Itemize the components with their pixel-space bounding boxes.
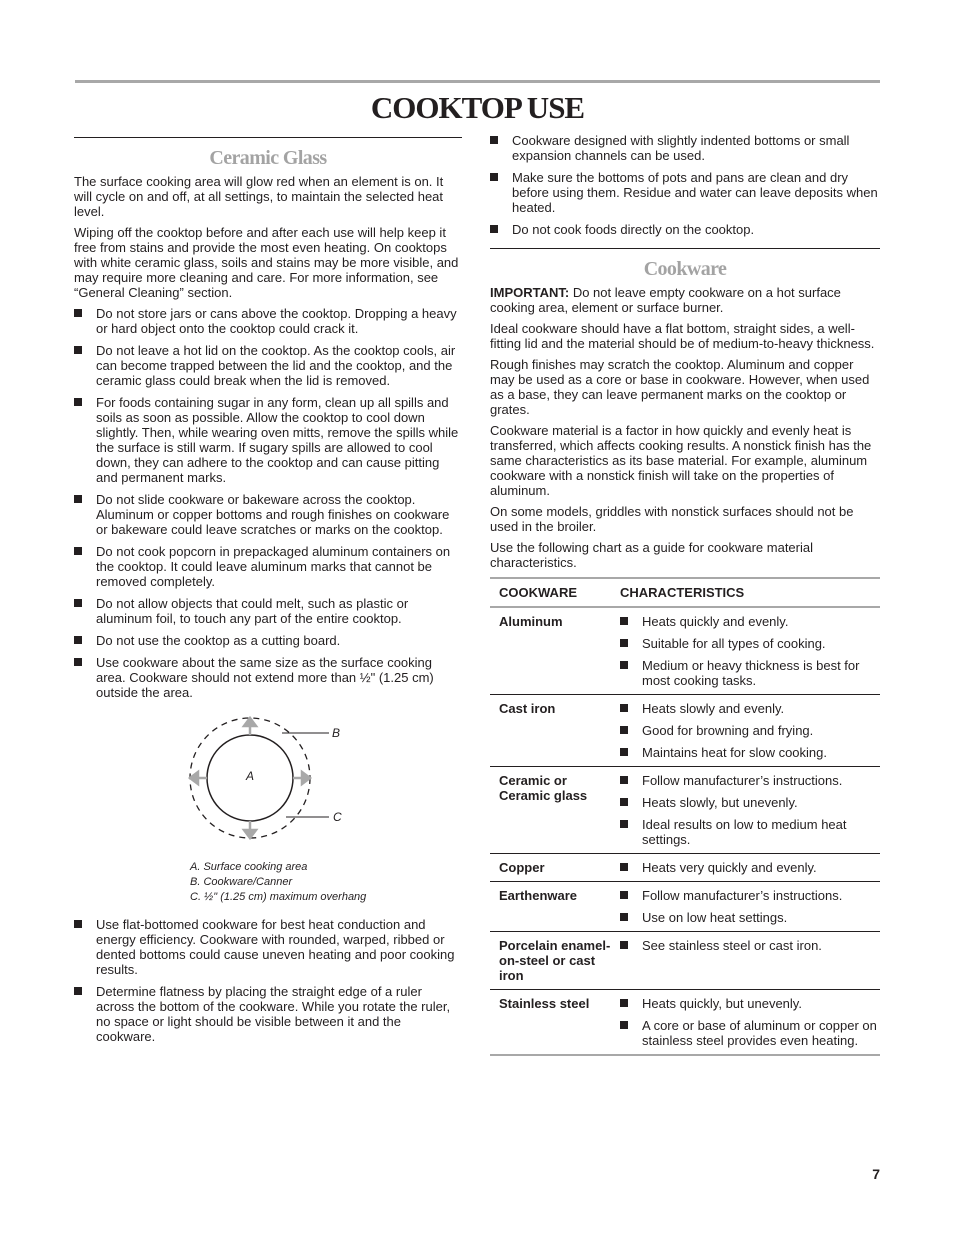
label-b: B xyxy=(332,726,341,740)
arrow-down-head xyxy=(244,830,256,838)
bullet-text: Do not allow objects that could melt, such as plastic or aluminum foil, to touch any part of the entire cooktop. xyxy=(96,596,409,626)
bullet-text: Make sure the bottoms of pots and pans are clean and dry before using them. Residue and water can leave deposits when heated. xyxy=(512,170,878,215)
bullet-square-icon xyxy=(74,599,82,607)
section-rule xyxy=(490,248,880,249)
bullet-item xyxy=(490,170,880,215)
paragraph: Wiping off the cooktop before and after each use will help keep it free from stains and provide the most even heating. On cooktops with white ceramic glass, soils and stains may be more visible, and may require more cleaning and care. For more information, see “General Cleaning” section. xyxy=(74,225,459,300)
important-label: IMPORTANT: xyxy=(490,285,570,300)
bullet-square-icon xyxy=(74,636,82,644)
bullet-square-icon xyxy=(620,863,628,871)
cookware-heading: Cookware xyxy=(643,258,727,280)
table-row xyxy=(490,767,880,854)
bullet-item xyxy=(74,492,462,537)
trait-text: A core or base of aluminum or copper on stainless steel provides even heating. xyxy=(642,1018,877,1048)
paragraph: Ideal cookware should have a flat bottom, straight sides, a well-fitting lid and the material should be of medium-to-heavy thickness. xyxy=(490,321,875,351)
table-row xyxy=(490,854,880,882)
bullet-item xyxy=(74,343,462,388)
label-c: C xyxy=(333,810,342,824)
table-row xyxy=(490,607,880,695)
bullet-item xyxy=(74,984,462,1044)
figure-captions xyxy=(190,860,366,905)
trait-text: Heats slowly, but unevenly. xyxy=(642,795,798,810)
characteristics-cell xyxy=(611,990,880,1056)
column-header-cookware: COOKWARE xyxy=(499,585,577,600)
bullet-text: Use flat-bottomed cookware for best heat conduction and energy efficiency. Cookware with rounded, warped, ribbed or dented bottoms could cause uneven heating and poor cooking results. xyxy=(96,917,455,977)
trait-text: See stainless steel or cast iron. xyxy=(642,938,822,953)
trait-text: Heats quickly and evenly. xyxy=(642,614,789,629)
trait-text: Heats quickly, but unevenly. xyxy=(642,996,802,1011)
bullet-square-icon xyxy=(74,920,82,928)
table-row xyxy=(490,932,880,990)
trait-text: Heats very quickly and evenly. xyxy=(642,860,817,875)
bullet-square-icon xyxy=(74,658,82,666)
label-a: A xyxy=(246,769,255,783)
bullet-square-icon xyxy=(74,346,82,354)
page-title: COOKTOP USE xyxy=(370,90,585,125)
trait-text: Follow manufacturer’s instructions. xyxy=(642,888,843,903)
bullet-square-icon xyxy=(74,309,82,317)
bullet-item xyxy=(74,633,462,648)
bullet-item xyxy=(74,306,462,336)
trait-item xyxy=(620,860,880,875)
arrow-up-head xyxy=(244,718,256,726)
trait-item xyxy=(620,938,880,953)
bullet-text: Do not store jars or cans above the cooktop. Dropping a heavy or hard object onto the cooktop could crack it. xyxy=(96,306,457,336)
bullet-square-icon xyxy=(620,617,628,625)
bullet-item xyxy=(74,544,462,589)
bullet-square-icon xyxy=(620,639,628,647)
bullet-item xyxy=(74,395,462,485)
trait-text: Ideal results on low to medium heat settings. xyxy=(642,817,847,847)
characteristics-cell xyxy=(611,695,880,767)
trait-item xyxy=(620,701,880,716)
bullet-square-icon xyxy=(620,913,628,921)
paragraph: Rough finishes may scratch the cooktop. Aluminum and copper may be used as a core or base in cookware. However, when used as a base, they can leave permanent marks on the cooktop or grates. xyxy=(490,357,870,417)
trait-text: Good for browning and frying. xyxy=(642,723,814,738)
characteristics-cell xyxy=(611,854,880,882)
left-column xyxy=(74,137,462,1051)
bullet-text: Do not use the cooktop as a cutting board. xyxy=(96,633,341,648)
bullet-item xyxy=(490,222,880,237)
trait-text: Maintains heat for slow cooking. xyxy=(642,745,827,760)
cookware-name: Earthenware xyxy=(499,888,578,903)
bullet-item xyxy=(74,655,462,700)
cookware-name: Stainless steel xyxy=(499,996,590,1011)
trait-item xyxy=(620,658,880,688)
cookware-name: Copper xyxy=(499,860,545,875)
bullet-square-icon xyxy=(620,726,628,734)
trait-text: Heats slowly and evenly. xyxy=(642,701,785,716)
bullet-square-icon xyxy=(620,661,628,669)
characteristics-cell xyxy=(611,767,880,854)
paragraph: Cookware material is a factor in how quickly and evenly heat is transferred, which affects cooking results. A nonstick finish has the same characteristics as its base material. For example, aluminum cookware with a nonstick finish will take on the properties of aluminum. xyxy=(490,423,872,498)
bullet-item xyxy=(490,133,880,163)
trait-item xyxy=(620,910,880,925)
bullet-text: Do not leave a hot lid on the cooktop. As the cooktop cools, air can become trapped between the lid and the cooktop, and the ceramic glass could break when the lid is removed. xyxy=(96,343,456,388)
cookware-name: Aluminum xyxy=(499,614,563,629)
table-header-row xyxy=(490,578,880,607)
bullet-square-icon xyxy=(490,136,498,144)
trait-item xyxy=(620,795,880,810)
trait-item xyxy=(620,745,880,760)
cookware-name: Ceramic or Ceramic glass xyxy=(499,773,588,803)
cookware-table xyxy=(490,577,880,1056)
table-row xyxy=(490,990,880,1056)
top-rule xyxy=(75,80,880,83)
bullet-square-icon xyxy=(74,495,82,503)
bullet-text: Do not slide cookware or bakeware across the cooktop. Aluminum or copper bottoms and rough finishes on cookware or bakeware could leave scratches or marks on the cooktop. xyxy=(96,492,450,537)
trait-item xyxy=(620,1018,880,1048)
bullet-square-icon xyxy=(74,987,82,995)
trait-item xyxy=(620,614,880,629)
characteristics-cell xyxy=(611,607,880,695)
overhang-diagram xyxy=(186,713,346,853)
bullet-square-icon xyxy=(620,776,628,784)
trait-item xyxy=(620,996,880,1011)
ceramic-glass-bullets xyxy=(74,306,462,700)
trait-item xyxy=(620,723,880,738)
bullet-square-icon xyxy=(620,748,628,756)
trait-text: Follow manufacturer’s instructions. xyxy=(642,773,843,788)
characteristics-cell xyxy=(611,882,880,932)
trait-text: Suitable for all types of cooking. xyxy=(642,636,826,651)
bullet-square-icon xyxy=(490,225,498,233)
flatness-bullets xyxy=(74,917,462,1044)
bullet-square-icon xyxy=(620,798,628,806)
bullet-text: Do not cook foods directly on the cooktop. xyxy=(512,222,755,237)
bullet-text: Use cookware about the same size as the surface cooking area. Cookware should not extend more than ½" (1.25 cm) outside the area. xyxy=(96,655,434,700)
ceramic-glass-bullets-continued xyxy=(490,133,880,237)
trait-item xyxy=(620,817,880,847)
arrow-right-head xyxy=(302,772,310,784)
bullet-square-icon xyxy=(620,704,628,712)
page-number: 7 xyxy=(872,1166,880,1182)
bullet-item xyxy=(74,596,462,626)
important-text: Do not leave empty cookware on a hot surface cooking area, element or surface burner. xyxy=(490,285,841,315)
table-row xyxy=(490,882,880,932)
bullet-square-icon xyxy=(74,398,82,406)
bullet-text: Do not cook popcorn in prepackaged aluminum containers on the cooktop. It could leave aluminum marks that cannot be removed completely. xyxy=(96,544,451,589)
caption-c: C. ½" (1.25 cm) maximum overhang xyxy=(190,891,367,903)
paragraph: Use the following chart as a guide for cookware material characteristics. xyxy=(490,540,813,570)
cookware-name: Cast iron xyxy=(499,701,556,716)
trait-item xyxy=(620,636,880,651)
trait-text: Medium or heavy thickness is best for most cooking tasks. xyxy=(642,658,860,688)
right-column xyxy=(490,133,880,1056)
cookware-overhang-figure xyxy=(74,707,462,917)
trait-text: Use on low heat settings. xyxy=(642,910,788,925)
bullet-square-icon xyxy=(620,1021,628,1029)
caption-a: A. Surface cooking area xyxy=(190,861,308,873)
section-rule xyxy=(74,137,462,138)
column-header-characteristics: CHARACTERISTICS xyxy=(620,585,745,600)
bullet-text: Determine flatness by placing the straight edge of a ruler across the bottom of the cookware. While you rotate the ruler, no space or light should be visible between it and the cookware. xyxy=(96,984,451,1044)
caption-b: B. Cookware/Canner xyxy=(190,876,293,888)
trait-item xyxy=(620,888,880,903)
arrow-left-head xyxy=(190,772,198,784)
bullet-text: For foods containing sugar in any form, clean up all spills and soils as soon as possible. Allow the cooktop to cool down slightly. Then, while wearing oven mitts, remove the spills while the surface is still warm. If sugary spills are allowed to cool down, they can adhere to the cooktop and can cause pitting and permanent marks. xyxy=(96,395,459,485)
bullet-square-icon xyxy=(74,547,82,555)
trait-item xyxy=(620,773,880,788)
ceramic-glass-heading: Ceramic Glass xyxy=(209,147,327,169)
bullet-square-icon xyxy=(620,999,628,1007)
paragraph: On some models, griddles with nonstick surfaces should not be used in the broiler. xyxy=(490,504,854,534)
bullet-square-icon xyxy=(620,820,628,828)
paragraph: The surface cooking area will glow red when an element is on. It will cycle on and off, at all settings, to maintain the selected heat level. xyxy=(74,174,444,219)
important-paragraph xyxy=(490,285,880,315)
table-row xyxy=(490,695,880,767)
cookware-name: Porcelain enamel-on-steel or cast iron xyxy=(499,938,611,983)
bullet-square-icon xyxy=(620,941,628,949)
bullet-text: Cookware designed with slightly indented bottoms or small expansion channels can be used. xyxy=(512,133,850,163)
bullet-square-icon xyxy=(620,891,628,899)
characteristics-cell xyxy=(611,932,880,990)
bullet-square-icon xyxy=(490,173,498,181)
bullet-item xyxy=(74,917,462,977)
